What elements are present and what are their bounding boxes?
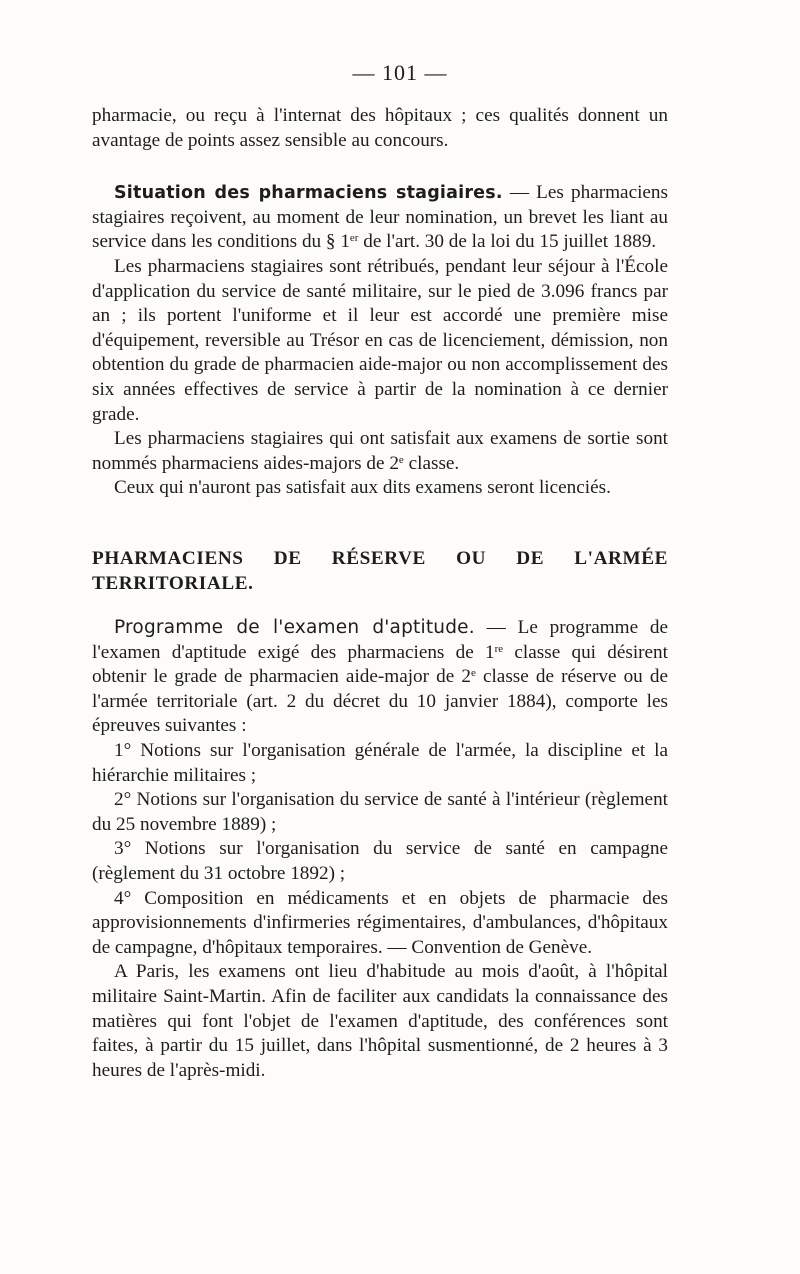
intro-paragraph: pharmacie, ou reçu à l'internat des hôpitaux ; ces qualités donnent un avantage de points assez sensible au concours. [92, 105, 668, 151]
list-item: 3° Notions sur l'organisation du service de santé en campagne (règlement du 31 octobre 1892) ; [92, 838, 668, 885]
situation-heading: Situation des pharmaciens stagiaires. [114, 183, 503, 204]
section-title: PHARMACIENS DE RÉSERVE OU DE L'ARMÉE TERRITORIALE. [92, 547, 668, 594]
paris-paragraph: A Paris, les examens ont lieu d'habitude au mois d'août, à l'hôpital militaire Saint-Martin. Afin de faciliter aux candidats la connaissance des matières qui font l'objet de l'examen d'aptitude, des conférences sont faites, à partir du 15 juillet, dans l'hôpital susmentionné, de 2 heures à 3 heures de l'après-midi. [92, 961, 668, 1081]
list-item: 1° Notions sur l'organisation générale de l'armée, la discipline et la hiérarchie militaires ; [92, 740, 668, 786]
list-item: 2° Notions sur l'organisation du service de santé à l'intérieur (règlement du 25 novembre 1889) ; [92, 789, 668, 835]
programme-heading: Programme de l'examen d'aptitude. [114, 617, 475, 639]
exam-exit-paragraph: Les pharmaciens stagiaires qui ont satisfait aux examens de sortie sont nommés pharmaciens aides-majors de 2e classe. [92, 428, 668, 474]
page-number: — 101 — [352, 60, 448, 85]
stipend-paragraph: Les pharmaciens stagiaires sont rétribués, pendant leur séjour à l'École d'application du service de santé militaire, sur le pied de 3.096 francs par an ; ils portent l'uniforme et il leur est accordé une première mise d'équipement, reversible au Trésor en cas de licenciement, démission, non obtention du grade de pharmacien aide-major ou non accomplissement des six années effectives de service à partir de la nomination à ce dernier grade. [92, 255, 668, 425]
list-item: 4° Composition en médicaments et en objets de pharmacie des approvisionnements d'infirmeries régimentaires, d'ambulances, d'hôpitaux de campagne, d'hôpitaux temporaires. — Convention de Genève. [92, 887, 668, 958]
licencies-paragraph: Ceux qui n'auront pas satisfait aux dits examens seront licenciés. [114, 477, 611, 499]
situation-paragraph: Situation des pharmaciens stagiaires. — Les pharmaciens stagiaires reçoivent, au moment de leur nomination, un brevet les liant au service dans les conditions du § 1er de l'art. 30 de la loi du 15 juillet 1889. [92, 182, 668, 253]
body-text [92, 104, 668, 1083]
programme-paragraph: Programme de l'examen d'aptitude. — Le programme de l'examen d'aptitude exigé des pharmaciens de 1re classe qui désirent obtenir le grade de pharmacien aide-major de 2e classe de réserve ou de l'armée territoriale (art. 2 du décret du 10 janvier 1884), comporte les épreuves suivantes : [92, 617, 669, 737]
